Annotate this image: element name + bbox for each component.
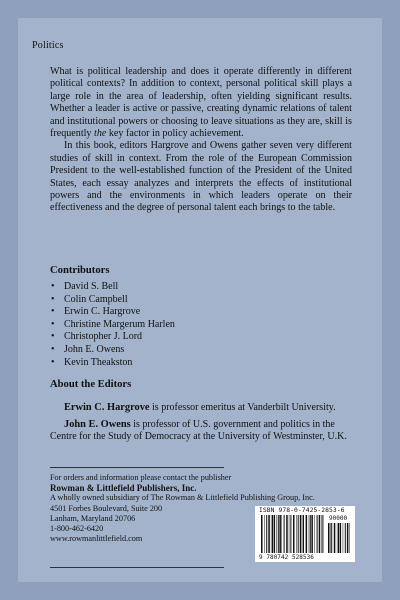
- blurb-p1-text-a: What is political leadership and does it operate differently in different political contexts? In addition to context, personal political skill plays a large role in the area of leadership, often yielding significant results. Whether a leader is active or passive, creating dynamic relations of talent and institutional powers or choosing to leave situations as they are, skill is frequently: [50, 66, 352, 140]
- editors-heading: About the Editors: [50, 379, 132, 390]
- blurb-p1-italic: the: [94, 128, 107, 140]
- publisher-parent: A wholly owned subsidiary of The Rowman & Littlefield Publishing Group, Inc.: [50, 493, 315, 503]
- publisher-phone: 1-800-462-6420: [50, 524, 104, 534]
- publisher-address-1: 4501 Forbes Boulevard, Suite 200: [50, 503, 163, 513]
- contributor-item: • David S. Bell: [50, 281, 175, 294]
- blurb-paragraph-1: [50, 66, 352, 140]
- editor-bio-text: is professor of U.S. government and politics in the Centre for the Study of Democracy at the University of Westminster, U.K.: [50, 419, 347, 443]
- publisher-website: www.rowmanlittlefield.com: [50, 534, 143, 544]
- contributors-list: [50, 281, 175, 369]
- category-label: Politics: [32, 40, 64, 51]
- isbn-barcode: [255, 506, 355, 562]
- editor-bio-owens: [50, 419, 360, 444]
- contributor-item: • Christine Margerum Harlen: [50, 319, 175, 332]
- editor-bio-hargrove: [50, 402, 360, 414]
- isbn-number: ISBN 978-0-7425-2853-6: [259, 507, 345, 514]
- divider-bottom: [50, 567, 224, 568]
- blurb-paragraph-2: In this book, editors Hargrove and Owens gather seven very different studies of skill in context. From the role of the European Commission President to the well-established function of the President of the United States, each essay analyzes and interprets the effects of institutional powers and the environments in which leaders operate on their effectiveness and the degree of personal talent each brings to the table.: [50, 140, 352, 214]
- contributor-item: • John E. Owens: [50, 344, 175, 357]
- editor-name: John E. Owens: [64, 419, 131, 430]
- divider-top: [50, 467, 224, 468]
- description-blurb: [50, 66, 352, 215]
- publisher-intro: For orders and information please contact the publisher: [50, 473, 232, 482]
- barcode-digits: 9 780742 528536: [259, 554, 314, 561]
- blurb-p1-text-b: key factor in policy achievement.: [106, 128, 244, 140]
- price-code: 90000: [329, 515, 348, 522]
- publisher-address-2: Lanham, Maryland 20706: [50, 513, 136, 523]
- editor-name: Erwin C. Hargrove: [64, 402, 150, 413]
- contributor-item: • Christopher J. Lord: [50, 331, 175, 344]
- contributor-item: • Colin Campbell: [50, 294, 175, 307]
- publisher-name: Rowman & Littlefield Publishers, Inc.: [50, 483, 197, 494]
- contributor-item: • Erwin C. Hargrove: [50, 306, 175, 319]
- editor-bio-text: is professor emeritus at Vanderbilt University.: [149, 402, 336, 413]
- contributor-item: • Kevin Theakston: [50, 357, 175, 370]
- contributors-heading: Contributors: [50, 265, 110, 276]
